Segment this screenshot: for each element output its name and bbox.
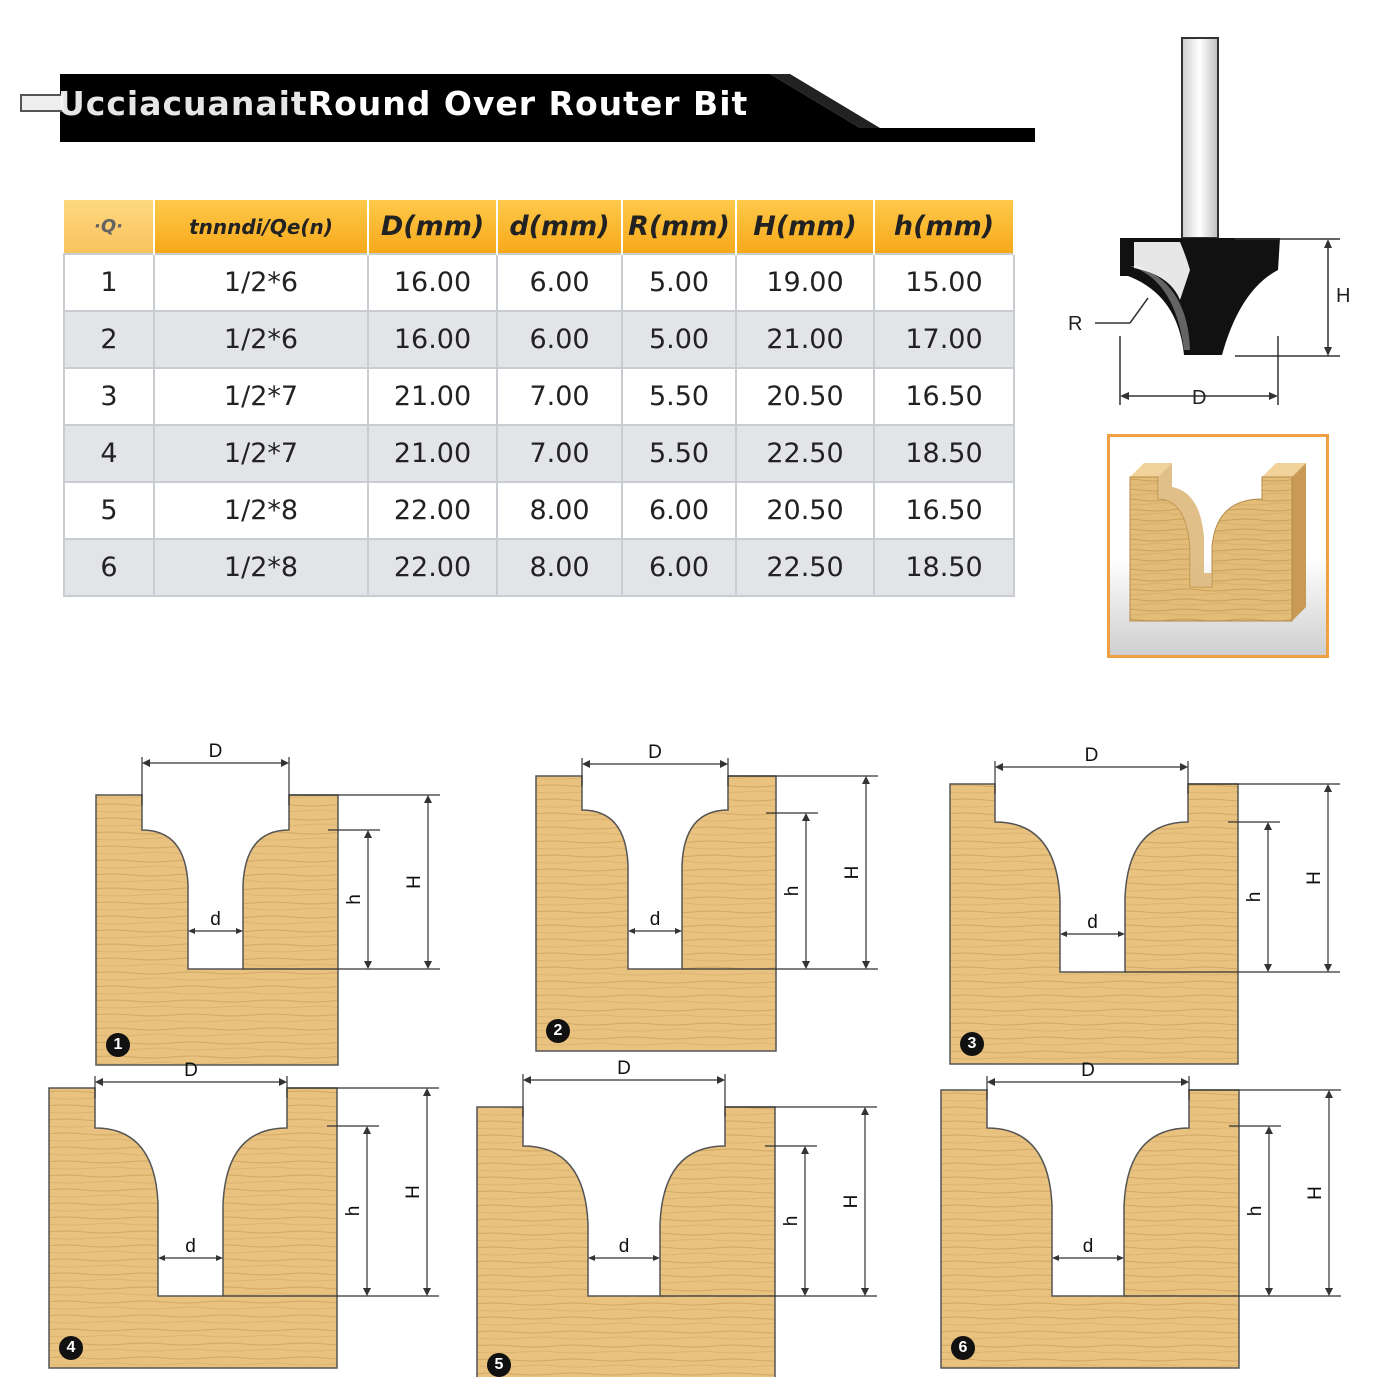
profile-label-H: H: [403, 1185, 424, 1199]
wood-block-icon: [1110, 437, 1326, 655]
table-row: [64, 482, 1014, 539]
cell-R: 5.00: [622, 311, 736, 368]
profile-label-D: D: [617, 1058, 631, 1079]
profile-label-d: d: [210, 909, 221, 930]
profile-label-H: H: [404, 875, 425, 889]
profile-label-H: H: [841, 1194, 862, 1209]
cell-no: 6: [64, 539, 154, 596]
cell-h: 18.50: [874, 539, 1014, 596]
page-title: [58, 84, 748, 123]
profile-label-h: h: [1244, 891, 1265, 903]
profile-svg: [945, 740, 1325, 1025]
header-shank: tnnndi/Qe(n): [154, 200, 368, 254]
wood-profile-block: [96, 795, 338, 1065]
cell-d: 8.00: [497, 539, 622, 596]
cell-shank: 1/2*8: [154, 482, 368, 539]
router-bit-diagram: [1060, 30, 1370, 420]
cell-no: 4: [64, 425, 154, 482]
cell-no: 2: [64, 311, 154, 368]
header-h: h(mm): [874, 200, 1014, 254]
profile-label-h: h: [1245, 1205, 1266, 1217]
cell-H: 19.00: [736, 254, 874, 311]
profile-label-D: D: [208, 741, 223, 762]
bit-label-D: D: [1192, 387, 1207, 409]
cell-d: 7.00: [497, 425, 622, 482]
profile-label-h: h: [344, 894, 365, 905]
cell-d: 6.00: [497, 311, 622, 368]
profile-label-D: D: [648, 742, 662, 763]
cell-d: 8.00: [497, 482, 622, 539]
cell-d: 6.00: [497, 254, 622, 311]
spec-table: [63, 200, 1015, 597]
cell-D: 21.00: [368, 425, 497, 482]
cell-R: 5.50: [622, 425, 736, 482]
profile-label-D: D: [1084, 745, 1099, 766]
cell-h: 17.00: [874, 311, 1014, 368]
profile-label-d: d: [1087, 912, 1098, 933]
cell-shank: 1/2*6: [154, 311, 368, 368]
cell-no: 1: [64, 254, 154, 311]
profile-diagram-4: [45, 1060, 445, 1354]
profile-number-badge: 4: [59, 1336, 83, 1360]
cell-D: 16.00: [368, 311, 497, 368]
cell-H: 22.50: [736, 539, 874, 596]
profile-number-badge: 6: [951, 1336, 975, 1360]
cell-D: 22.00: [368, 539, 497, 596]
profile-label-d: d: [1082, 1236, 1094, 1257]
profile-label-D: D: [184, 1060, 198, 1081]
table-row: [64, 254, 1014, 311]
cell-h: 16.50: [874, 482, 1014, 539]
profile-diagram-1: [92, 741, 452, 1053]
profile-diagram-6: [937, 1062, 1337, 1356]
cell-R: 6.00: [622, 482, 736, 539]
profile-svg: [937, 1062, 1337, 1352]
profile-number-badge: 2: [546, 1019, 570, 1043]
header-no: ·Q·: [64, 200, 154, 254]
wood-profile-block: [941, 1090, 1239, 1368]
table-header-row: [64, 200, 1014, 254]
wood-profile-block: [49, 1088, 337, 1368]
cell-no: 5: [64, 482, 154, 539]
cell-H: 20.50: [736, 482, 874, 539]
cell-shank: 1/2*8: [154, 539, 368, 596]
profile-svg: [473, 1058, 873, 1352]
cell-R: 6.00: [622, 539, 736, 596]
profile-number-badge: 1: [106, 1033, 130, 1057]
profile-label-H: H: [1304, 871, 1325, 885]
cell-D: 16.00: [368, 254, 497, 311]
profile-label-d: d: [618, 1236, 630, 1257]
profile-label-d: d: [185, 1236, 196, 1257]
cell-shank: 1/2*7: [154, 425, 368, 482]
cell-D: 22.00: [368, 482, 497, 539]
cell-D: 21.00: [368, 368, 497, 425]
cell-h: 15.00: [874, 254, 1014, 311]
cell-h: 16.50: [874, 368, 1014, 425]
profile-label-h: h: [782, 885, 803, 897]
profile-label-H: H: [842, 865, 863, 880]
cell-H: 22.50: [736, 425, 874, 482]
profile-label-D: D: [1081, 1060, 1095, 1081]
bit-label-R: R: [1068, 313, 1083, 335]
header-R: R(mm): [622, 200, 736, 254]
profile-svg: [92, 741, 452, 1025]
table-row: [64, 425, 1014, 482]
header-D: D(mm): [368, 200, 497, 254]
table-row: [64, 368, 1014, 425]
table-row: [64, 539, 1014, 596]
profile-label-H: H: [1305, 1186, 1326, 1200]
profile-label-d: d: [649, 909, 661, 930]
cell-R: 5.00: [622, 254, 736, 311]
cell-H: 20.50: [736, 368, 874, 425]
cell-shank: 1/2*7: [154, 368, 368, 425]
profile-svg: [532, 740, 892, 1020]
header-H: H(mm): [736, 200, 874, 254]
title-garbled: Ucciacuanait: [58, 84, 308, 123]
title-main: Round Over Router Bit: [307, 84, 749, 123]
profile-label-h: h: [781, 1215, 802, 1227]
profile-diagram-2: [532, 740, 892, 1039]
cell-shank: 1/2*6: [154, 254, 368, 311]
cell-H: 21.00: [736, 311, 874, 368]
profile-number-badge: 3: [960, 1032, 984, 1056]
cell-h: 18.50: [874, 425, 1014, 482]
wood-sample-image: [1107, 434, 1329, 658]
cell-no: 3: [64, 368, 154, 425]
table-row: [64, 311, 1014, 368]
bit-label-H: H: [1336, 285, 1351, 307]
cell-R: 5.50: [622, 368, 736, 425]
cell-d: 7.00: [497, 368, 622, 425]
profile-label-h: h: [343, 1205, 364, 1217]
profile-diagram-3: [945, 740, 1325, 1052]
profile-number-badge: 5: [487, 1353, 511, 1377]
header-d: d(mm): [497, 200, 622, 254]
router-bit-icon: [1120, 38, 1280, 355]
profile-svg: [45, 1060, 445, 1350]
profile-diagram-5: [473, 1058, 873, 1373]
